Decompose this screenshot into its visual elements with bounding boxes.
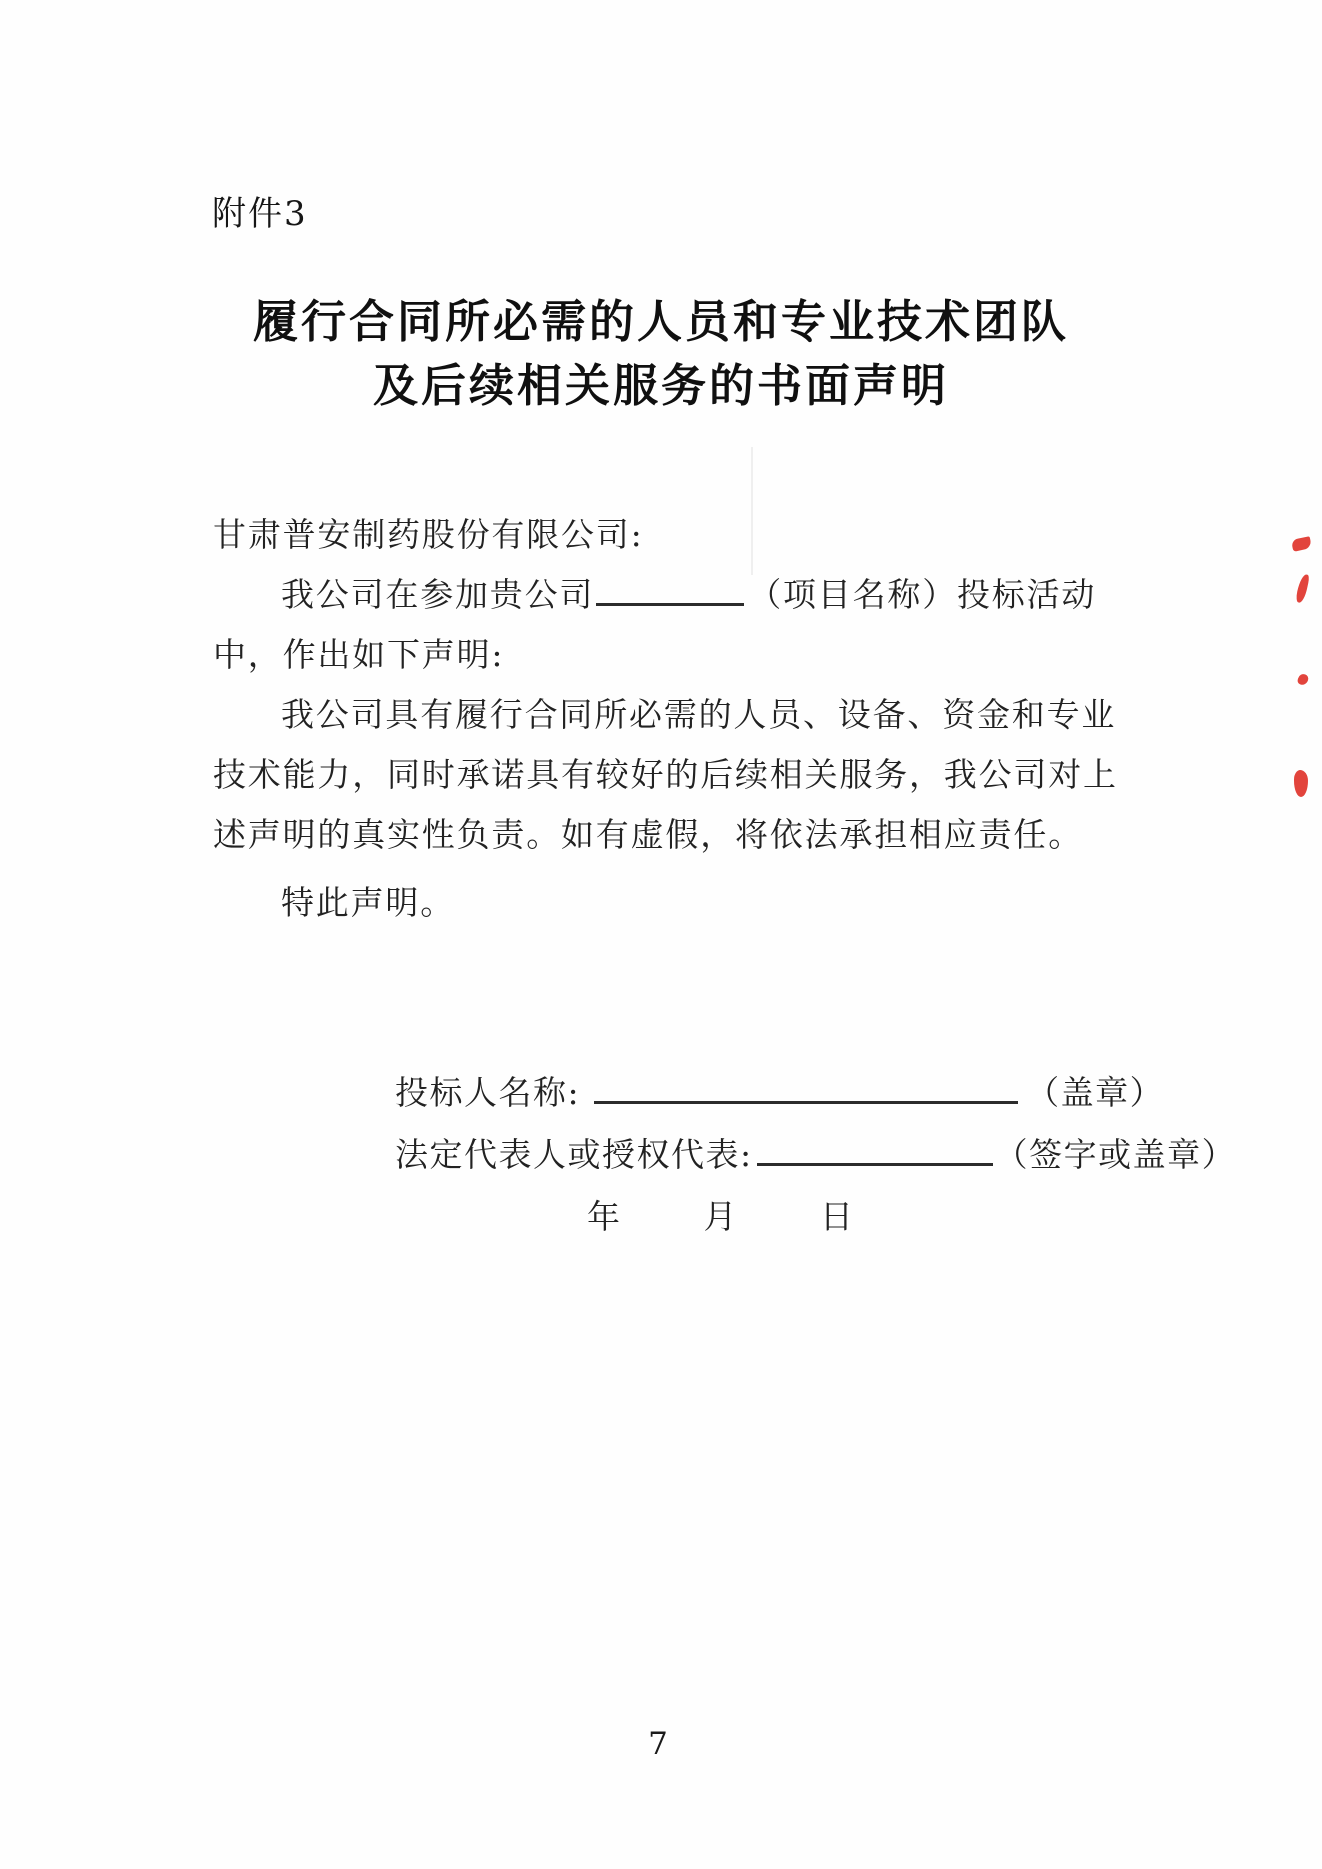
bidder-name-blank: [594, 1071, 1018, 1104]
paragraph-2-line-1: 我公司具有履行合同所必需的人员、设备、资金和专业: [281, 695, 1117, 734]
title-line-1: 履行合同所必需的人员和专业技术团队: [252, 295, 1069, 348]
paragraph-1-before-blank: 我公司在参加贵公司: [281, 575, 595, 614]
representative-seal-note: （签字或盖章）: [994, 1135, 1237, 1174]
seal-fragment-icon: [1294, 770, 1308, 797]
date-line: [395, 1186, 1236, 1248]
bidder-seal-note: （盖章）: [1026, 1073, 1165, 1112]
closing-statement: 特此声明。: [281, 883, 455, 922]
date-year-label: 年: [587, 1197, 622, 1236]
project-name-blank: [596, 573, 744, 606]
salutation: 甘肃普安制药股份有限公司:: [213, 515, 644, 554]
signature-block: [395, 1062, 1236, 1248]
paragraph-2-line-3: 述声明的真实性负责。如有虚假，将依法承担相应责任。: [213, 815, 1083, 854]
date-month-label: 月: [703, 1197, 738, 1236]
paragraph-1-line-2: 中，作出如下声明:: [213, 635, 505, 674]
representative-row: [395, 1124, 1236, 1186]
bidder-name-row: [395, 1062, 1236, 1124]
seal-fragment-icon: [1291, 536, 1312, 552]
paragraph-1-line-1: [213, 565, 1121, 625]
representative-label: 法定代表人或授权代表:: [395, 1135, 753, 1174]
paragraph-1-after-blank: （项目名称）投标活动: [748, 575, 1097, 614]
scan-artifact-line: [751, 447, 753, 575]
attachment-label: 附件3: [212, 194, 308, 234]
document-title: [0, 290, 1322, 418]
bidder-name-label: 投标人名称:: [395, 1073, 581, 1112]
seal-fragment-icon: [1295, 573, 1310, 603]
seal-fragment-icon: [1297, 673, 1310, 687]
page-number: 7: [648, 1726, 668, 1762]
date-day-label: 日: [820, 1197, 855, 1236]
representative-blank: [757, 1133, 993, 1166]
paragraph-2-line-2: 技术能力，同时承诺具有较好的后续相关服务，我公司对上: [213, 755, 1118, 794]
document-body: [213, 505, 1121, 933]
title-line-2: 及后续相关服务的书面声明: [372, 359, 949, 412]
